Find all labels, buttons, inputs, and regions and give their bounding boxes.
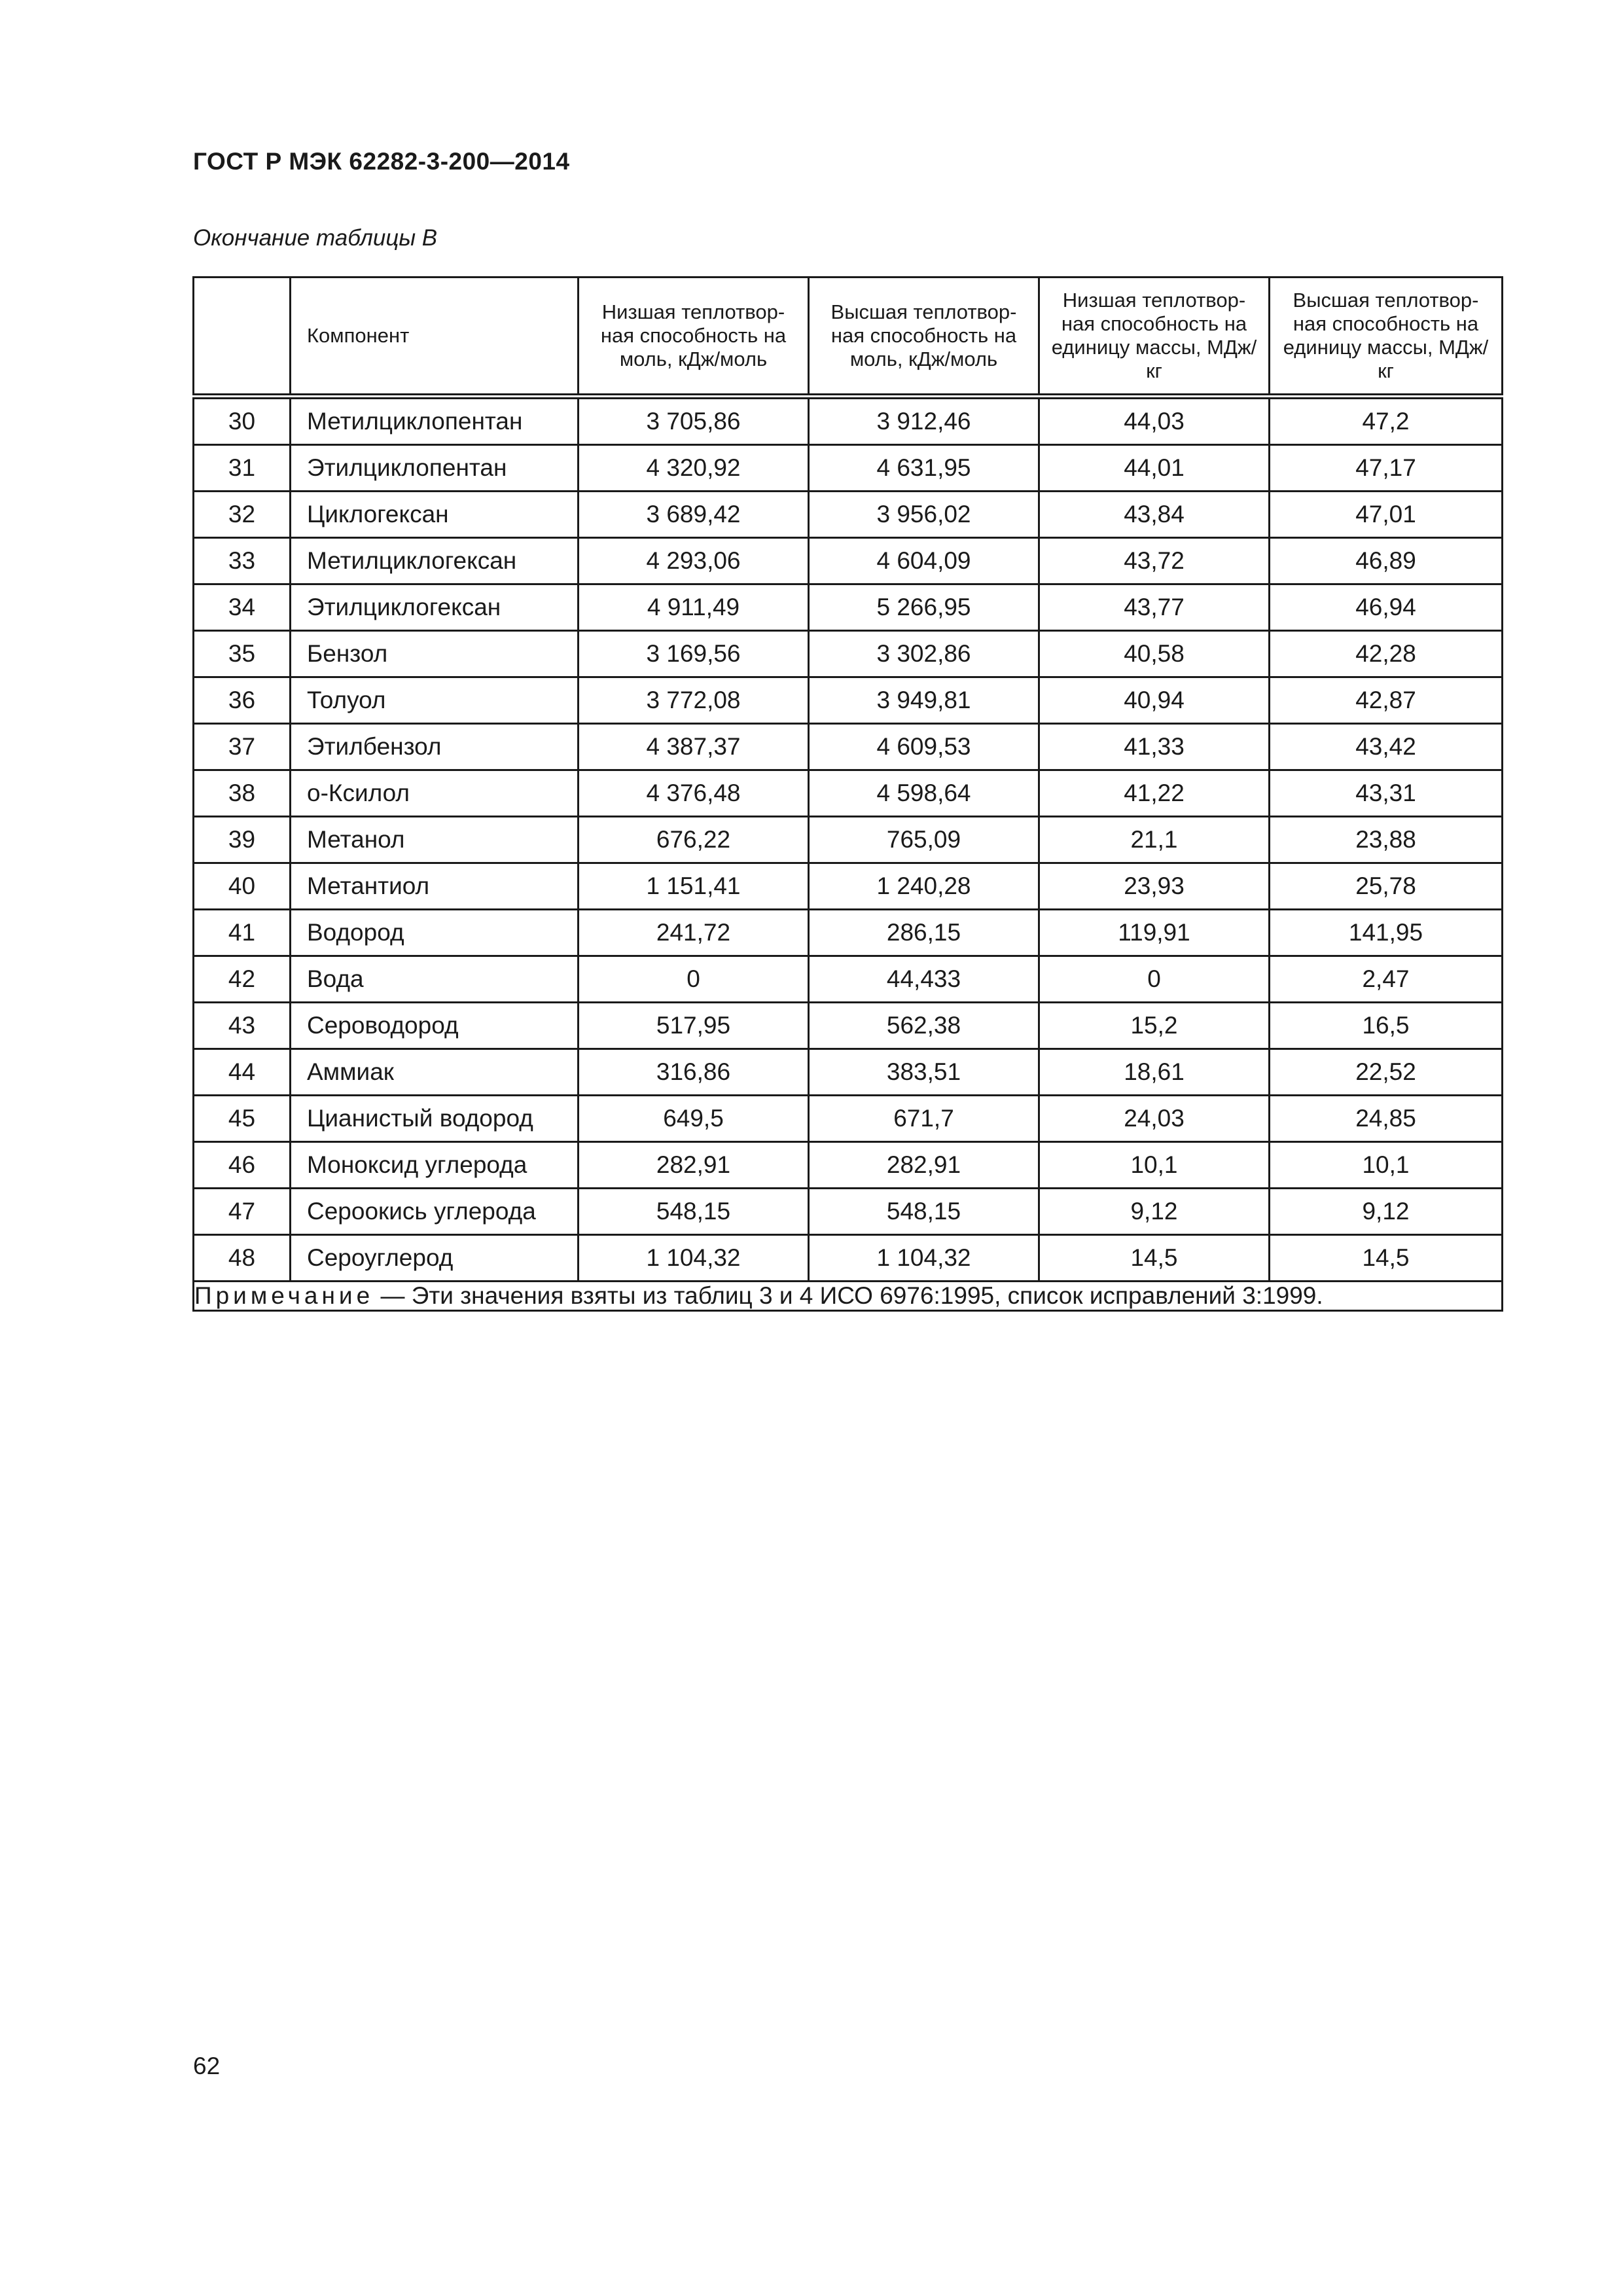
table-body	[194, 397, 1503, 1282]
row-number: 36	[194, 677, 291, 724]
row-number: 41	[194, 910, 291, 956]
lower-molar-value: 3 705,86	[579, 397, 809, 445]
higher-molar-value: 1 240,28	[809, 863, 1039, 910]
lower-molar-value: 4 293,06	[579, 538, 809, 584]
document-title: ГОСТ Р МЭК 62282-3-200—2014	[193, 148, 570, 175]
higher-molar-value: 4 604,09	[809, 538, 1039, 584]
higher-mass-value: 14,5	[1270, 1235, 1503, 1282]
higher-molar-value: 1 104,32	[809, 1235, 1039, 1282]
higher-molar-value: 286,15	[809, 910, 1039, 956]
table-row	[194, 1003, 1503, 1049]
row-number: 30	[194, 397, 291, 445]
table-header-row	[194, 278, 1503, 397]
table-row	[194, 538, 1503, 584]
component-name: Сероокись углерода	[291, 1189, 579, 1235]
higher-molar-value: 3 302,86	[809, 631, 1039, 677]
component-name: Метилциклопентан	[291, 397, 579, 445]
lower-mass-value: 43,72	[1039, 538, 1270, 584]
table-note	[194, 1282, 1503, 1311]
row-number: 33	[194, 538, 291, 584]
higher-molar-value: 44,433	[809, 956, 1039, 1003]
table-row	[194, 631, 1503, 677]
table-row	[194, 1189, 1503, 1235]
data-table	[192, 276, 1503, 1312]
row-number: 48	[194, 1235, 291, 1282]
lower-mass-value: 0	[1039, 956, 1270, 1003]
higher-mass-value: 43,42	[1270, 724, 1503, 770]
column-header-higher-molar: Высшая теплотвор-ная способность на моль, кДж/моль	[809, 278, 1039, 397]
lower-molar-value: 4 911,49	[579, 584, 809, 631]
lower-mass-value: 40,58	[1039, 631, 1270, 677]
lower-molar-value: 3 772,08	[579, 677, 809, 724]
row-number: 38	[194, 770, 291, 817]
page-number: 62	[193, 2053, 221, 2079]
higher-mass-value: 42,87	[1270, 677, 1503, 724]
lower-mass-value: 41,33	[1039, 724, 1270, 770]
table-row	[194, 863, 1503, 910]
table-caption: Окончание таблицы В	[193, 225, 438, 251]
table-row	[194, 1235, 1503, 1282]
lower-mass-value: 14,5	[1039, 1235, 1270, 1282]
lower-mass-value: 23,93	[1039, 863, 1270, 910]
row-number: 32	[194, 492, 291, 538]
lower-mass-value: 40,94	[1039, 677, 1270, 724]
higher-molar-value: 4 631,95	[809, 445, 1039, 492]
component-name: Вода	[291, 956, 579, 1003]
component-name: Этилбензол	[291, 724, 579, 770]
lower-molar-value: 649,5	[579, 1096, 809, 1142]
higher-mass-value: 2,47	[1270, 956, 1503, 1003]
higher-molar-value: 3 949,81	[809, 677, 1039, 724]
higher-mass-value: 24,85	[1270, 1096, 1503, 1142]
component-name: Моноксид углерода	[291, 1142, 579, 1189]
row-number: 35	[194, 631, 291, 677]
row-number: 44	[194, 1049, 291, 1096]
component-name: Сероводород	[291, 1003, 579, 1049]
higher-mass-value: 47,2	[1270, 397, 1503, 445]
lower-molar-value: 316,86	[579, 1049, 809, 1096]
lower-molar-value: 517,95	[579, 1003, 809, 1049]
row-number: 31	[194, 445, 291, 492]
row-number: 42	[194, 956, 291, 1003]
higher-molar-value: 562,38	[809, 1003, 1039, 1049]
table-row	[194, 677, 1503, 724]
higher-molar-value: 383,51	[809, 1049, 1039, 1096]
higher-mass-value: 43,31	[1270, 770, 1503, 817]
higher-mass-value: 141,95	[1270, 910, 1503, 956]
component-name: Циклогексан	[291, 492, 579, 538]
higher-molar-value: 3 956,02	[809, 492, 1039, 538]
higher-mass-value: 10,1	[1270, 1142, 1503, 1189]
lower-molar-value: 4 387,37	[579, 724, 809, 770]
lower-mass-value: 18,61	[1039, 1049, 1270, 1096]
component-name: Сероуглерод	[291, 1235, 579, 1282]
component-name: о-Ксилол	[291, 770, 579, 817]
table-row	[194, 397, 1503, 445]
higher-mass-value: 46,94	[1270, 584, 1503, 631]
row-number: 34	[194, 584, 291, 631]
row-number: 45	[194, 1096, 291, 1142]
component-name: Этилциклогексан	[291, 584, 579, 631]
component-name: Цианистый водород	[291, 1096, 579, 1142]
lower-mass-value: 44,03	[1039, 397, 1270, 445]
lower-molar-value: 1 104,32	[579, 1235, 809, 1282]
lower-molar-value: 3 689,42	[579, 492, 809, 538]
lower-molar-value: 4 320,92	[579, 445, 809, 492]
lower-molar-value: 241,72	[579, 910, 809, 956]
higher-molar-value: 548,15	[809, 1189, 1039, 1235]
component-name: Метанол	[291, 817, 579, 863]
higher-mass-value: 47,01	[1270, 492, 1503, 538]
lower-mass-value: 21,1	[1039, 817, 1270, 863]
higher-mass-value: 22,52	[1270, 1049, 1503, 1096]
lower-molar-value: 676,22	[579, 817, 809, 863]
component-name: Водород	[291, 910, 579, 956]
higher-molar-value: 4 609,53	[809, 724, 1039, 770]
higher-mass-value: 9,12	[1270, 1189, 1503, 1235]
component-name: Метилциклогексан	[291, 538, 579, 584]
lower-mass-value: 119,91	[1039, 910, 1270, 956]
lower-molar-value: 4 376,48	[579, 770, 809, 817]
table-row	[194, 724, 1503, 770]
column-header-lower-mass: Низшая теплотвор-ная способность на единицу массы, МДж/кг	[1039, 278, 1270, 397]
table-note-row	[194, 1282, 1503, 1311]
lower-mass-value: 44,01	[1039, 445, 1270, 492]
higher-molar-value: 4 598,64	[809, 770, 1039, 817]
component-name: Метантиол	[291, 863, 579, 910]
lower-mass-value: 9,12	[1039, 1189, 1270, 1235]
row-number: 46	[194, 1142, 291, 1189]
table-row	[194, 817, 1503, 863]
table-row	[194, 1142, 1503, 1189]
column-header-component: Компонент	[291, 278, 579, 397]
row-number: 47	[194, 1189, 291, 1235]
column-header-lower-molar: Низшая теплотвор-ная способность на моль, кДж/моль	[579, 278, 809, 397]
lower-molar-value: 3 169,56	[579, 631, 809, 677]
note-label: Примечание	[194, 1282, 374, 1309]
row-number: 40	[194, 863, 291, 910]
lower-mass-value: 15,2	[1039, 1003, 1270, 1049]
lower-mass-value: 41,22	[1039, 770, 1270, 817]
higher-molar-value: 3 912,46	[809, 397, 1039, 445]
row-number: 39	[194, 817, 291, 863]
lower-molar-value: 0	[579, 956, 809, 1003]
higher-molar-value: 5 266,95	[809, 584, 1039, 631]
component-name: Толуол	[291, 677, 579, 724]
table-row	[194, 910, 1503, 956]
column-header-higher-mass: Высшая теплотвор-ная способность на единицу массы, МДж/кг	[1270, 278, 1503, 397]
higher-mass-value: 16,5	[1270, 1003, 1503, 1049]
higher-molar-value: 671,7	[809, 1096, 1039, 1142]
table-row	[194, 1096, 1503, 1142]
component-name: Этилциклопентан	[291, 445, 579, 492]
higher-mass-value: 23,88	[1270, 817, 1503, 863]
lower-mass-value: 43,77	[1039, 584, 1270, 631]
table-row	[194, 492, 1503, 538]
table-row	[194, 445, 1503, 492]
higher-molar-value: 282,91	[809, 1142, 1039, 1189]
component-name: Бензол	[291, 631, 579, 677]
column-header-number	[194, 278, 291, 397]
table-row	[194, 770, 1503, 817]
table-row	[194, 956, 1503, 1003]
lower-mass-value: 43,84	[1039, 492, 1270, 538]
higher-molar-value: 765,09	[809, 817, 1039, 863]
higher-mass-value: 42,28	[1270, 631, 1503, 677]
higher-mass-value: 25,78	[1270, 863, 1503, 910]
lower-molar-value: 282,91	[579, 1142, 809, 1189]
higher-mass-value: 46,89	[1270, 538, 1503, 584]
lower-molar-value: 548,15	[579, 1189, 809, 1235]
table-row	[194, 1049, 1503, 1096]
row-number: 37	[194, 724, 291, 770]
lower-mass-value: 24,03	[1039, 1096, 1270, 1142]
component-name: Аммиак	[291, 1049, 579, 1096]
note-text: — Эти значения взяты из таблиц 3 и 4 ИСО 6976:1995, список исправлений 3:1999.	[374, 1282, 1323, 1309]
higher-mass-value: 47,17	[1270, 445, 1503, 492]
table-row	[194, 584, 1503, 631]
lower-mass-value: 10,1	[1039, 1142, 1270, 1189]
lower-molar-value: 1 151,41	[579, 863, 809, 910]
row-number: 43	[194, 1003, 291, 1049]
